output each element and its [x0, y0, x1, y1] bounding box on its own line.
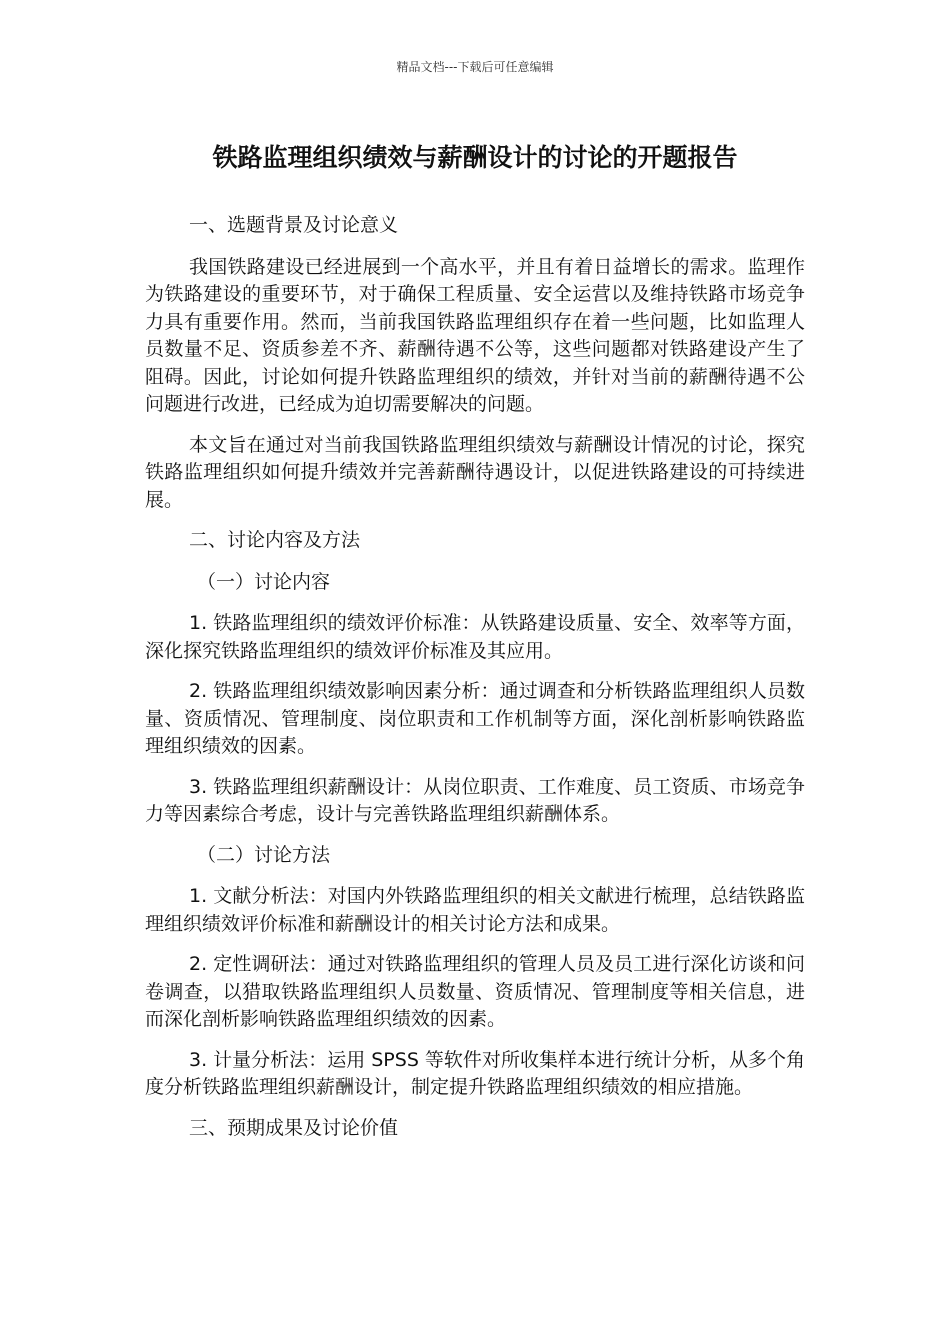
- method-item-3: 3. 计量分析法：运用 SPSS 等软件对所收集样本进行统计分析，从多个角度分析铁路监理组织薪酬设计，制定提升铁路监理组织绩效的相应措施。: [145, 1048, 805, 1098]
- section-1-heading: 一、选题背景及讨论意义: [189, 214, 399, 236]
- document-body: [145, 212, 805, 1156]
- content-item-1: 1. 铁路监理组织的绩效评价标准：从铁路建设质量、安全、效率等方面，深化探究铁路监理组织的绩效评价标准及其应用。: [145, 612, 805, 662]
- document-title: 铁路监理组织绩效与薪酬设计的讨论的开题报告: [212, 143, 738, 172]
- method-item-1: 1. 文献分析法：对国内外铁路监理组织的相关文献进行梳理，总结铁路监理组织绩效评价标准和薪酬设计的相关讨论方法和成果。: [145, 885, 805, 935]
- section-1-paragraph-2: 本文旨在通过对当前我国铁路监理组织绩效与薪酬设计情况的讨论，探究铁路监理组织如何提升绩效并完善薪酬待遇设计，以促进铁路建设的可持续进展。: [145, 433, 805, 511]
- section-2-subheading-content: （一）讨论内容: [197, 570, 331, 593]
- section-3-heading: 三、预期成果及讨论价值: [189, 1116, 399, 1139]
- content-item-3: 3. 铁路监理组织薪酬设计：从岗位职责、工作难度、员工资质、市场竞争力等因素综合考虑，设计与完善铁路监理组织薪酬体系。: [145, 775, 805, 825]
- section-2-heading: 二、讨论内容及方法: [189, 529, 361, 551]
- page-header-note: 精品文档---下载后可任意编辑: [396, 60, 554, 74]
- section-2-subheading-methods: （二）讨论方法: [197, 843, 331, 866]
- method-item-2: 2. 定性调研法：通过对铁路监理组织的管理人员及员工进行深化访谈和问卷调查，以猎取铁路监理组织人员数量、资质情况、管理制度等相关信息，进而深化剖析影响铁路监理组织绩效的因素。: [145, 953, 805, 1030]
- content-item-2: 2. 铁路监理组织绩效影响因素分析：通过调查和分析铁路监理组织人员数量、资质情况、管理制度、岗位职责和工作机制等方面，深化剖析影响铁路监理组织绩效的因素。: [145, 680, 805, 757]
- section-1-paragraph-1: 我国铁路建设已经进展到一个高水平，并且有着日益增长的需求。监理作为铁路建设的重要环节，对于确保工程质量、安全运营以及维持铁路市场竞争力具有重要作用。然而，当前我国铁路监理组织存在着一些问题，比如监理人员数量不足、资质参差不齐、薪酬待遇不公等，这些问题都对铁路建设产生了阻碍。因此，讨论如何提升铁路监理组织的绩效，并针对当前的薪酬待遇不公问题进行改进，已经成为迫切需要解决的问题。: [145, 255, 805, 415]
